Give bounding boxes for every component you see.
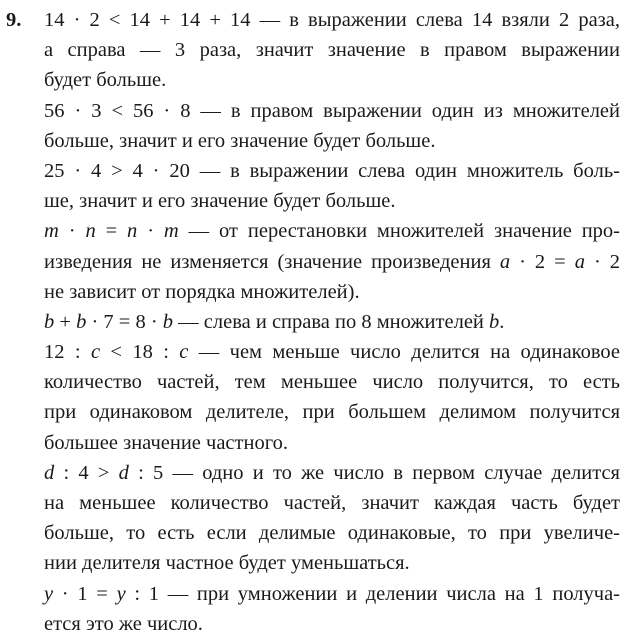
text-line [44, 216, 620, 246]
variable-c: c [90, 341, 101, 364]
variable-b: b [76, 310, 87, 333]
text-line: 25 · 4 > 4 · 20 — в выражении слева один множитель боль- [44, 159, 620, 182]
text-line [44, 307, 620, 337]
text-line: ше, значит и его значение будет больше. [44, 190, 396, 213]
operator: < 18 : [100, 341, 180, 364]
line-prefix: изведения не изменяется (значение произведения [44, 250, 500, 273]
text-line: 14 · 2 < 14 + 14 + 14 — в выражении слева 14 взяли 2 раза, [44, 9, 620, 31]
text-line: на меньшее количество частей, значит каждая часть будет [44, 492, 620, 514]
solution-text [44, 5, 620, 639]
text-line [44, 579, 620, 609]
line-prefix: 12 : [44, 341, 91, 364]
operator: · [137, 220, 164, 243]
operator: · 1 = [53, 582, 117, 605]
text-line: 56 · 3 < 56 · 8 — в правом выражении один из множителей [44, 99, 620, 122]
line-rest: — от перестановки множителей значение про- [178, 220, 620, 243]
text-line: ется это же число. [44, 612, 203, 635]
text-line: а справа — 3 раза, значит значение в правом выражении [44, 39, 620, 62]
text-line: при одинаковом делителе, при большем делимом получится [44, 401, 620, 424]
operator: = [95, 220, 128, 243]
text-line [44, 247, 620, 277]
variable-n: n [127, 220, 138, 243]
text-line: не зависит от порядка множителей). [44, 280, 360, 303]
text-line: нии делителя частное будет уменьшаться. [44, 552, 410, 575]
line-suffix: · 2 [584, 250, 621, 273]
variable-m: m [44, 220, 59, 243]
line-end: . [499, 310, 505, 333]
operator: : 4 > [54, 461, 119, 484]
variable-a: a [574, 250, 585, 273]
text-line [44, 337, 620, 367]
variable-b: b [44, 310, 55, 333]
variable-y: y [116, 582, 126, 605]
text-line: будет больше. [44, 69, 167, 92]
variable-b: b [489, 310, 500, 333]
variable-m: m [163, 220, 179, 243]
line-rest: : 5 — одно и то же число в первом случае делится [128, 461, 620, 484]
text-line: большее значение частного. [44, 431, 288, 454]
operator: · 2 = [510, 250, 575, 273]
variable-c: c [179, 341, 189, 364]
text-line: больше, значит и его значение будет больше. [44, 129, 436, 152]
variable-y: y [44, 582, 54, 605]
variable-n: n [85, 220, 96, 243]
line-rest: — слева и справа по 8 множителей [173, 310, 490, 333]
variable-a: a [499, 250, 511, 273]
variable-d: d [44, 461, 55, 484]
operator: + [54, 310, 77, 333]
line-rest: : 1 — при умножении и делении числа на 1 получа- [125, 582, 621, 605]
variable-b: b [162, 310, 174, 333]
problem-number: 9. [6, 9, 22, 31]
operator: · [58, 220, 86, 243]
operator: · 7 = 8 · [86, 310, 163, 333]
text-line: количество частей, тем меньшее число получится, то есть [44, 371, 620, 394]
line-rest: — чем меньше число делится на одинаковое [188, 341, 620, 364]
text-line [44, 458, 620, 488]
variable-d: d [118, 461, 129, 484]
text-line: больше, то есть если делимые одинаковые, то при увеличе- [44, 522, 620, 545]
